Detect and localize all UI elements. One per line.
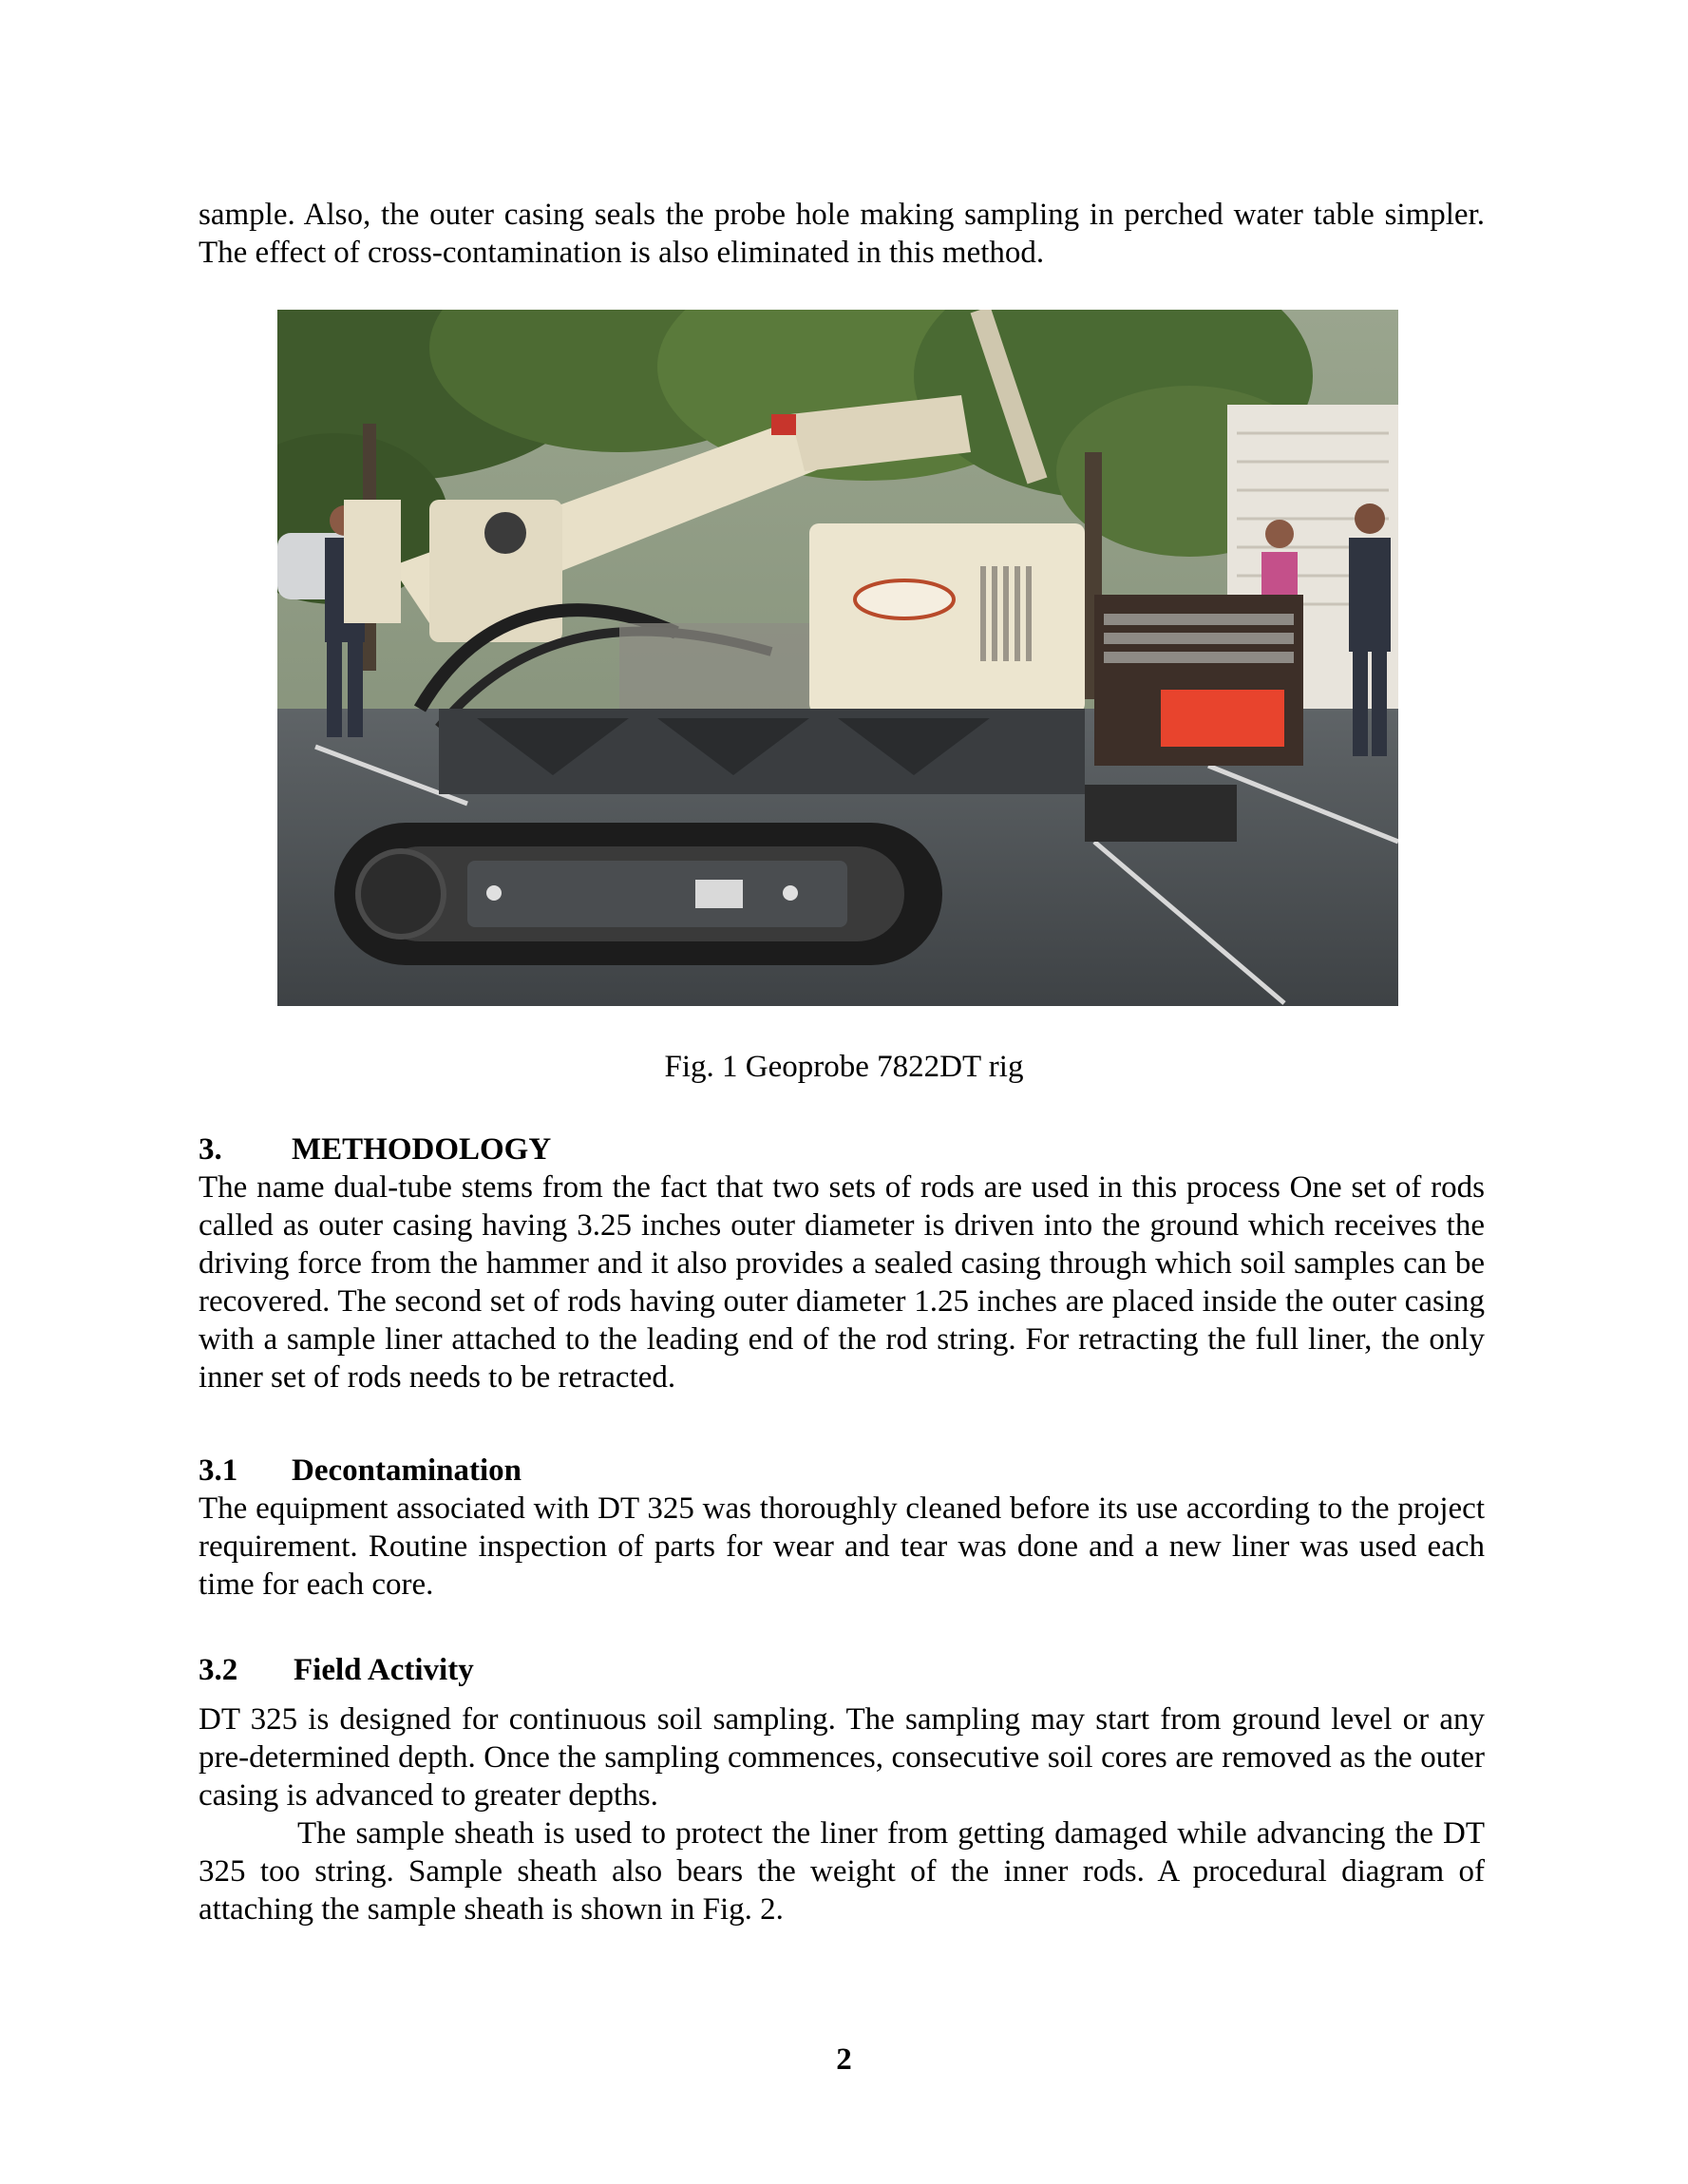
field-activity-paragraph-2: The sample sheath is used to protect the liner from getting damaged while advancing the DT 325 too string. Sample sheath also bears the weight of the inner rods. A procedural diagram of attaching the sample sheath is shown in Fig. 2.: [199, 1816, 1485, 1927]
section-number: 3.2: [199, 1653, 238, 1687]
geoprobe-rig-photo: [277, 310, 1398, 1006]
field-activity-paragraphs: [199, 1700, 1485, 1928]
methodology-paragraph: The name dual-tube stems from the fact that two sets of rods are used in this process One set of rods called as outer casing having 3.25 inches outer diameter is driven into the ground which receives the driving force from the hammer and it also provides a sealed casing through which soil samples can be recovered. The second set of rods having outer diameter 1.25 inches are placed inside the outer casing with a sample liner attached to the leading end of the rod string. For retracting the full liner, the only inner set of rods needs to be retracted.: [199, 1170, 1485, 1395]
figure-caption: Fig. 1 Geoprobe 7822DT rig: [664, 1050, 1024, 1084]
section-heading-field-activity: [199, 1651, 474, 1689]
section-title: METHODOLOGY: [292, 1132, 552, 1167]
intro-paragraph: sample. Also, the outer casing seals the probe hole making sampling in perched water table simpler. The effect of cross-contamination is also eliminated in this method.: [199, 198, 1485, 270]
section-heading-decontamination: [199, 1452, 522, 1490]
decontamination-paragraph: The equipment associated with DT 325 was thoroughly cleaned before its use according to the project requirement. Routine inspection of parts for wear and tear was done and a new liner was used each time for each core.: [199, 1491, 1485, 1602]
field-activity-paragraph-1: DT 325 is designed for continuous soil sampling. The sampling may start from ground level or any pre-determined depth. Once the sampling commences, consecutive soil cores are removed as the outer casing is advanced to greater depths.: [199, 1702, 1485, 1813]
section-title: Field Activity: [294, 1653, 474, 1687]
page-number: 2: [836, 2042, 852, 2077]
section-title: Decontamination: [292, 1453, 522, 1488]
section-number: 3.: [199, 1132, 222, 1167]
section-heading-methodology: [199, 1130, 551, 1168]
section-number: 3.1: [199, 1453, 238, 1488]
rig-photo-illustration: [277, 310, 1398, 1006]
